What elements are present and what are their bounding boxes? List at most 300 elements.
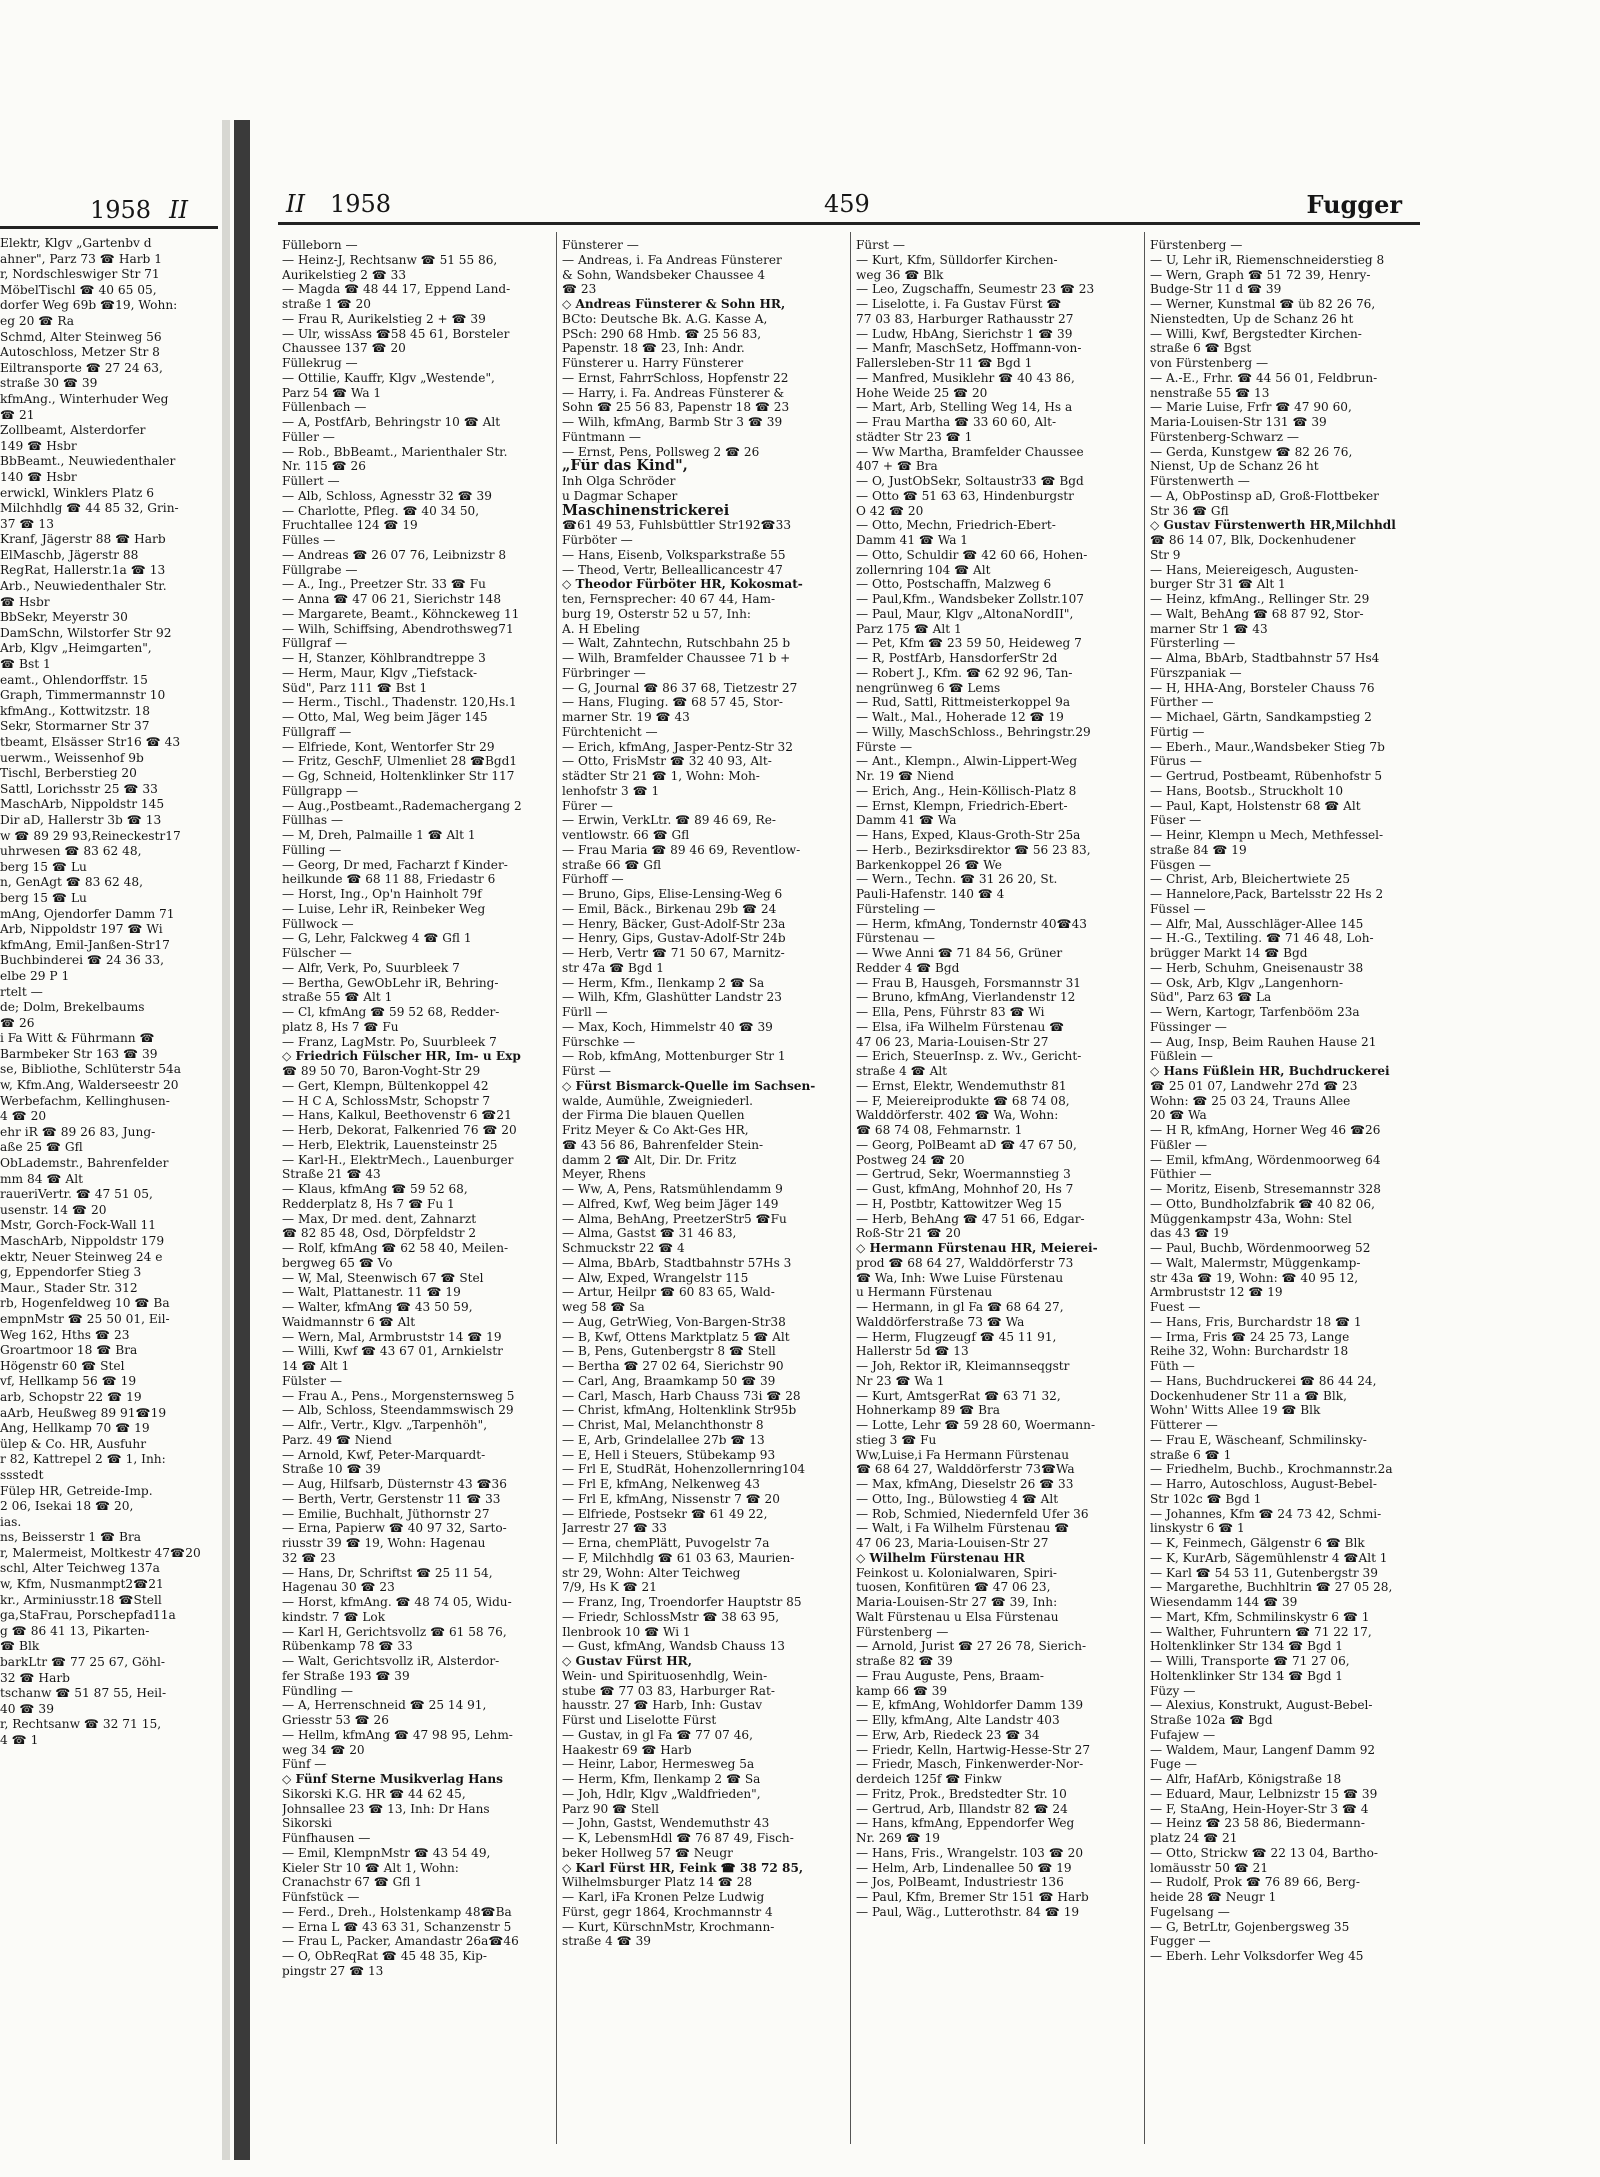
directory-line: weg 34 ☎ 20 [282,1742,365,1757]
directory-line: walde, Aumühle, Zweigniederl. [562,1093,754,1108]
directory-line: — Herm, kfmAng, Tondernstr 40☎43 [856,916,1088,931]
directory-line: — Harry, i. Fa. Andreas Fünsterer & [562,385,785,400]
directory-line: — Otto, Mal, Weg beim Jäger 145 [282,710,488,724]
directory-line: — M, Dreh, Palmaille 1 ☎ Alt 1 [282,828,476,842]
directory-line: — Christ, Arb, Bleichertwiete 25 [1150,872,1351,887]
directory-line: — Walt, i Fa Wilhelm Fürstenau ☎ [856,1521,1070,1536]
left-page-line: 4 ☎ 1 [0,1733,39,1747]
directory-line: Inh Olga Schröder [562,474,676,488]
directory-line: — Frl E, StudRät, Hohenzollernring104 [562,1462,806,1477]
directory-line: — Gertrud, Postbeamt, Rübenhofstr 5 [1150,769,1383,783]
left-page-line: kfmAng., Winterhuder Weg [0,391,169,406]
directory-line: Ilenbrook 10 ☎ Wi 1 [562,1624,691,1639]
directory-line: straße 82 ☎ 39 [856,1654,953,1668]
directory-line: — Carl, Ang, Braamkamp 50 ☎ 39 [562,1373,776,1388]
directory-line: ☎ 82 85 48, Osd, Dörpfeldstr 2 [282,1226,477,1241]
directory-line: — B, Pens, Gutenbergstr 8 ☎ Stell [562,1344,776,1359]
directory-line: — Willy, MaschSchloss., Behringstr.29 [856,724,1091,739]
directory-line: — Aug, Hilfsarb, Düsternstr 43 ☎36 [282,1477,507,1491]
directory-line: — Alma, Gastst ☎ 31 46 83, [562,1226,737,1241]
left-page-line: kfmAng, Emil-Janßen-Str17 [0,937,170,952]
left-page-line: usenstr. 14 ☎ 20 [0,1202,107,1217]
directory-line: u Hermann Fürstenau [856,1285,993,1300]
directory-line: Walddörferstraße 73 ☎ Wa [856,1314,1025,1329]
directory-line: Str 9 [1150,547,1181,562]
left-page-line: BbSekr, Meyerstr 30 [0,610,128,625]
left-page-line: 149 ☎ Hsbr [0,438,77,453]
directory-line: — Elfriede, Kont, Wentorfer Str 29 [282,739,495,754]
directory-line: — Johannes, Kfm ☎ 24 73 42, Schmi- [1150,1506,1382,1521]
directory-line: — Horst, kfmAng. ☎ 48 74 05, Widu- [282,1595,512,1609]
directory-line: — Herm, Maur, Klgv „Tiefstack- [282,665,478,680]
directory-line: städter Str 21 ☎ 1, Wohn: Moh- [562,769,760,783]
directory-line: — Hans, Dr, Schriftst ☎ 25 11 54, [282,1565,493,1580]
directory-line: — G, BetrLtr, Gojenbergsweg 35 [1150,1919,1350,1934]
directory-line: Fuge — [1150,1757,1198,1772]
directory-line: bergweg 65 ☎ Vo [282,1255,393,1270]
directory-line: — H R, kfmAng, Horner Weg 46 ☎26 [1150,1123,1381,1137]
directory-line: — Gerda, Kunstgew ☎ 82 26 76, [1150,444,1353,459]
directory-line: — Heinz-J, Rechtsanw ☎ 51 55 86, [282,252,498,267]
directory-line: — A., Ing., Preetzer Str. 33 ☎ Fu [282,577,486,592]
directory-line: — Rob, kfmAng, Mottenburger Str 1 [562,1049,786,1064]
directory-line: Dockenhudener Str 11 a ☎ Blk, [1150,1388,1347,1403]
directory-line: — Charlotte, Pfleg. ☎ 40 34 50, [282,503,480,518]
directory-line: Schmuckstr 22 ☎ 4 [562,1241,685,1255]
directory-line: Rübenkamp 78 ☎ 33 [282,1639,413,1654]
left-page-volume: II [169,196,189,224]
directory-line: Fürst, gegr 1864, Krochmannstr 4 [562,1904,773,1919]
directory-line: Wohn' Witts Allee 19 ☎ Blk [1150,1403,1321,1418]
directory-line: straße 6 ☎ Bgst [1150,341,1252,356]
directory-line: — Alfr, HafArb, Königstraße 18 [1150,1772,1342,1786]
directory-line: — Rob., BbBeamt., Marienthaler Str. [282,444,508,459]
directory-line: Füssinger — [1150,1019,1227,1034]
directory-line: — Alfr, Verk, Po, Suurbleek 7 [282,960,460,975]
directory-line: — Emil, Bäck., Birkenau 29b ☎ 24 [562,901,777,916]
directory-line: zollernring 104 ☎ Alt [856,562,991,577]
left-page-line: 2 06, Isekai 18 ☎ 20, [0,1499,134,1514]
directory-line: — K, KurArb, Sägemühlenstr 4 ☎Alt 1 [1150,1550,1388,1565]
left-page-line: eg 20 ☎ Ra [0,313,75,328]
directory-line: straße 4 ☎ Alt [856,1064,948,1078]
left-page-line: de; Dolm, Brekelbaums [0,1000,145,1015]
directory-line: Fürll — [562,1005,608,1019]
directory-line: Johnsallee 23 ☎ 13, Inh: Dr Hans [282,1801,490,1816]
directory-line: kindstr. 7 ☎ Lok [282,1609,386,1624]
directory-line: Straße 10 ☎ 39 [282,1462,381,1477]
directory-line: — Hans, Exped, Klaus-Groth-Str 25a [856,828,1081,842]
left-page-line: g, Eppendorfer Stieg 3 [0,1265,142,1280]
left-page-line: Werbefachm, Kellinghusen- [0,1093,170,1108]
directory-line: — Hans, Meiereigesch, Augusten- [1150,562,1359,577]
left-page-line: mAng, Ojendorfer Damm 71 [0,906,175,921]
directory-line: Fürbringer — [562,665,646,680]
directory-line: — Wern, Kartogr, Tarfenbööm 23a [1150,1005,1360,1019]
directory-line: — Karl H, Gerichtsvollz ☎ 61 58 76, [282,1624,507,1639]
left-page-line: 140 ☎ Hsbr [0,469,77,484]
directory-line: — Walt, BehAng ☎ 68 87 92, Stor- [1150,606,1364,621]
directory-line: 7/9, Hs K ☎ 21 [562,1580,657,1595]
directory-line: str 29, Wohn: Alter Teichweg [562,1565,741,1580]
directory-line: — Helm, Arb, Lindenallee 50 ☎ 19 [856,1860,1072,1875]
left-page-line: MaschArb, Nippoldstr 179 [0,1234,165,1248]
directory-line: ◇ Hans Füßlein HR, Buchdruckerei [1150,1064,1390,1078]
directory-line: Griesstr 53 ☎ 26 [282,1713,389,1727]
left-page-line: empnMstr ☎ 25 50 01, Eil- [0,1311,170,1326]
left-page-line: rb, Hogenfeldweg 10 ☎ Ba [0,1296,170,1311]
directory-line: — Gertrud, Sekr, Woermannstieg 3 [856,1167,1071,1182]
directory-line: — Herb, Dekorat, Falkenried 76 ☎ 20 [282,1123,517,1137]
directory-line: — Gust, kfmAng, Wandsb Chauss 13 [562,1639,785,1654]
directory-line: Chaussee 137 ☎ 20 [282,341,406,356]
left-page-line: r, Malermeist, Moltkestr 47☎20 [0,1545,201,1560]
directory-line: Hallerstr 5d ☎ 13 [856,1344,969,1359]
left-page-line: n, GenAgt ☎ 83 62 48, [0,875,143,890]
directory-line: Hagenau 30 ☎ 23 [282,1580,395,1595]
directory-line: Fülscher — [282,946,352,960]
directory-line: Fünsterer u. Harry Fünsterer [562,356,744,370]
left-page-line: MaschArb, Nippoldstr 145 [0,797,165,812]
directory-line: ◇ Karl Fürst HR, Feink ☎ 38 72 85, [562,1860,804,1875]
directory-line: Walt Fürstenau u Elsa Fürstenau [856,1609,1059,1624]
directory-line: — Eduard, Maur, Lelbnizstr 15 ☎ 39 [1150,1786,1378,1801]
directory-line: Fünf — [282,1757,327,1772]
directory-line: 407 + ☎ Bra [856,459,938,474]
directory-line: — Mart, Kfm, Schmilinskystr 6 ☎ 1 [1150,1609,1370,1624]
directory-line: Fürstenberg — [856,1624,949,1639]
directory-line: — Willi, Kwf ☎ 43 67 01, Arnkielstr [282,1344,503,1359]
directory-line: — F, Milchhdlg ☎ 61 03 63, Maurien- [562,1550,795,1565]
directory-line: — Alb, Schloss, Agnesstr 32 ☎ 39 [282,488,492,503]
directory-line: — Margarete, Beamt., Köhnckeweg 11 [282,606,520,621]
directory-line: — Karl ☎ 54 53 11, Gutenbergstr 39 [1150,1565,1378,1580]
directory-line: — Karl, iFa Kronen Pelze Ludwig [562,1890,765,1904]
directory-line: ☎ 89 50 70, Baron-Voght-Str 29 [282,1064,481,1078]
directory-line: — Otto, Bundholzfabrik ☎ 40 82 06, [1150,1196,1375,1211]
directory-line: — Irma, Fris ☎ 24 25 73, Lange [1150,1329,1350,1344]
left-page-line: r 82, Kattrepel 2 ☎ 1, Inh: [0,1452,166,1467]
directory-line: Füllgraff — [282,724,352,739]
directory-line: — H.-G., Textiling. ☎ 71 46 48, Loh- [1150,931,1374,946]
directory-line: — Joh, Rektor iR, Kleimannseqgstr [856,1359,1070,1373]
directory-line: ◇ Gustav Fürst HR, [562,1654,692,1668]
directory-line: — Gertrud, Arb, Illandstr 82 ☎ 24 [856,1801,1068,1816]
directory-line: Parz 90 ☎ Stell [562,1801,659,1816]
directory-line: marner Str 1 ☎ 43 [1150,621,1268,636]
directory-line: — Alma, BehAng, PreetzerStr5 ☎Fu [562,1211,787,1226]
directory-line: — Paul, Maur, Klgv „AltonaNordII", [856,606,1074,621]
directory-line: 14 ☎ Alt 1 [282,1359,350,1373]
directory-line: — Moritz, Eisenb, Stresemannstr 328 [1150,1182,1381,1196]
left-page-line: DamSchn, Wilstorfer Str 92 [0,625,172,640]
left-page-line: ülep & Co. HR, Ausfuhr [0,1436,147,1451]
directory-line: Straße 21 ☎ 43 [282,1167,381,1182]
left-page-line: ns, Beisserstr 1 ☎ Bra [0,1530,142,1545]
directory-line: Papenstr. 18 ☎ 23, Inh: Andr. [562,341,745,356]
directory-line: — Christ, Mal, Melanchthonstr 8 [562,1418,764,1432]
directory-line: ◇ Fünf Sterne Musikverlag Hans [282,1772,503,1786]
directory-line: ◇ Gustav Fürstenwerth HR,Milchhdl [1150,518,1396,533]
directory-line: Wein- und Spirituosenhdlg, Wein- [562,1668,768,1683]
directory-line: hausstr. 27 ☎ Harb, Inh: Gustav [562,1698,763,1713]
left-page-line: Högenstr 60 ☎ Stel [0,1358,125,1373]
directory-line: tuosen, Konfitüren ☎ 47 06 23, [856,1580,1051,1595]
directory-line: — Alma, BbArb, Stadtbahnstr 57 Hs4 [1150,651,1380,665]
directory-line: Füßlein — [1150,1049,1213,1064]
directory-line: — Erwin, VerkLtr. ☎ 89 46 69, Re- [562,813,776,828]
left-page-line: ☎ Bst 1 [0,657,51,672]
directory-line: — Cl, kfmAng ☎ 59 52 68, Redder- [282,1005,500,1019]
directory-line: — Elly, kfmAng, Alte Landstr 403 [856,1713,1060,1727]
directory-line: Fürst und Liselotte Fürst [562,1713,717,1727]
directory-line: 47 06 23, Maria-Louisen-Str 27 [856,1536,1049,1550]
directory-line: Fritz Meyer & Co Akt-Ges HR, [562,1123,749,1137]
directory-line: — Walt, Gerichtsvollz iR, Alsterdor- [282,1654,500,1668]
directory-line: — Wern., Techn. ☎ 31 26 20, St. [856,872,1058,887]
directory-line: — Herb, Elektrik, Lauensteinstr 25 [282,1137,498,1152]
directory-line: Füllwock — [282,916,354,931]
left-page-line: ElMaschb, Jägerstr 88 [0,547,139,562]
directory-line: — Luise, Lehr iR, Reinbeker Weg [282,901,486,916]
directory-line: — Ernst, Klempn, Friedrich-Ebert- [856,798,1068,813]
directory-line: ☎61 49 53, Fuhlsbüttler Str192☎33 [562,518,792,533]
directory-line: — Pet, Kfm ☎ 23 59 50, Heideweg 7 [856,636,1082,651]
directory-line: Fürtig — [1150,724,1205,739]
left-page-line: r, Nordschleswiger Str 71 [0,267,160,282]
left-page-line: erwickl, Winklers Platz 6 [0,485,155,500]
directory-line: platz 8, Hs 7 ☎ Fu [282,1019,399,1034]
left-page-line: Groartmoor 18 ☎ Bra [0,1343,138,1358]
directory-line: Müggenkampstr 43a, Wohn: Stel [1150,1211,1352,1226]
directory-line: Straße 102a ☎ Bgd [1150,1713,1273,1727]
left-page-line: se, Bibliothe, Schlüterstr 54a [0,1062,182,1077]
directory-line: Holtenklinker Str 134 ☎ Bgd 1 [1150,1639,1343,1654]
directory-line: fer Straße 193 ☎ 39 [282,1668,410,1683]
directory-line: — Rob, Schmied, Niedernfeld Ufer 36 [856,1506,1089,1521]
left-page-line: aArb, Heußweg 89 91☎19 [0,1405,167,1420]
directory-line: — John, Gastst, Wendemuthstr 43 [562,1816,770,1831]
directory-line: Fülleborn — [282,238,358,252]
directory-line: straße 84 ☎ 19 [1150,842,1247,857]
directory-line: Cranachstr 67 ☎ Gfl 1 [282,1875,422,1890]
directory-line: — Klaus, kfmAng ☎ 59 52 68, [282,1182,468,1196]
directory-line: — Alexius, Konstrukt, August-Bebel- [1150,1698,1373,1713]
directory-line: Budge-Str 11 d ☎ 39 [1150,282,1282,297]
directory-line: — Paul, Kapt, Holstenstr 68 ☎ Alt [1150,798,1361,813]
directory-line: PSch: 290 68 Hmb. ☎ 25 56 83, [562,326,762,341]
directory-line: Sohn ☎ 25 56 83, Papenstr 18 ☎ 23 [562,400,790,415]
left-page-line: Ang, Hellkamp 70 ☎ 19 [0,1421,150,1436]
left-page-line: Eiltransporte ☎ 27 24 63, [0,360,163,375]
catchword: Fugger [1306,190,1402,219]
directory-line: — Gustav, in gl Fa ☎ 77 07 46, [562,1727,753,1742]
directory-line: — Erich, kfmAng, Jasper-Pentz-Str 32 [562,739,793,754]
left-page-line: Elektr, Klgv „Gartenbv d [0,236,152,250]
directory-line: — Wern, Graph ☎ 51 72 39, Henry- [1150,267,1371,282]
directory-line: — Bruno, kfmAng, Vierlandenstr 12 [856,990,1076,1005]
directory-line: — Henry, Bäcker, Gust-Adolf-Str 23a [562,916,786,931]
directory-line: — Max, kfmAng, Dieselstr 26 ☎ 33 [856,1477,1074,1491]
directory-line: — Mart, Arb, Stelling Weg 14, Hs a [856,400,1073,415]
directory-line: — Erw, Arb, Riedeck 23 ☎ 34 [856,1727,1040,1742]
left-page-line: Schmd, Alter Steinweg 56 [0,329,162,344]
directory-line: — F, StaAng, Hein-Hoyer-Str 3 ☎ 4 [1150,1801,1369,1816]
directory-line: Fürstenberg-Schwarz — [1150,429,1299,444]
directory-column-4 [1150,238,1412,1964]
directory-line: burg 19, Osterstr 52 u 57, Inh: [562,606,751,621]
directory-line: — Frau Auguste, Pens, Braam- [856,1668,1044,1683]
directory-line: — Hermann, in gl Fa ☎ 68 64 27, [856,1300,1064,1314]
directory-line: Wilhelmsburger Platz 14 ☎ 28 [562,1875,753,1890]
directory-line: ☎ Wa, Inh: Wwe Luise Fürstenau [856,1270,1064,1285]
directory-line: — Herm., Tischl., Thadenstr. 120,Hs.1 [282,695,517,710]
directory-line: ten, Fernsprecher: 40 67 44, Ham- [562,592,776,606]
directory-line: — Andreas, i. Fa Andreas Fünsterer [562,252,782,267]
directory-line: — Willi, Kwf, Bergstedter Kirchen- [1150,326,1362,341]
directory-line: — Bertha ☎ 27 02 64, Sierichstr 90 [562,1359,784,1373]
directory-line: platz 24 ☎ 21 [1150,1831,1238,1845]
directory-line: — Walter, kfmAng ☎ 43 50 59, [282,1300,473,1314]
left-page-line: Arb., Neuwiedenthaler Str. [0,579,167,594]
directory-line: Parz. 49 ☎ Niend [282,1432,392,1447]
directory-line: — E, kfmAng, Wohldorfer Damm 139 [856,1698,1084,1713]
directory-line: — O, ObReqRat ☎ 45 48 35, Kip- [282,1949,487,1963]
directory-line: ☎ 23 [562,282,597,297]
year-label: 1958 [330,190,392,218]
directory-line: Nienst, Up de Schanz 26 ht [1150,459,1319,474]
directory-line: — Walt., Mal., Hoherade 12 ☎ 19 [856,710,1064,724]
left-page-line: Kranf, Jägerstr 88 ☎ Harb [0,532,166,547]
directory-line: — Ernst, FahrrSchloss, Hopfenstr 22 [562,370,789,385]
directory-line: Fürste — [856,739,913,754]
directory-line: — Heinz ☎ 23 58 86, Biedermann- [1150,1816,1365,1831]
directory-line: — Werner, Kunstmal ☎ üb 82 26 76, [1150,297,1376,311]
directory-line: — U, Lehr iR, Riemenschneiderstieg 8 [1150,252,1385,267]
directory-line: der Firma Die blauen Quellen [562,1108,745,1123]
directory-line: — Walther, Fuhruntern ☎ 71 22 17, [1150,1624,1372,1639]
directory-line: — Willi, Transporte ☎ 71 27 06, [1150,1654,1350,1668]
directory-line: ◇ Theodor Fürböter HR, Kokosmat- [562,577,803,592]
directory-line: — Hans, Bootsb., Struckholt 10 [1150,783,1344,798]
left-page-line: Zollbeamt, Alsterdorfer [0,423,146,438]
directory-line: — Georg, PolBeamt aD ☎ 47 67 50, [856,1137,1077,1152]
directory-line: — Max, Dr med. dent, Zahnarzt [282,1211,477,1226]
directory-line: Walddörferstr. 402 ☎ Wa, Wohn: [856,1108,1059,1123]
directory-line: — H C A, SchlossMstr, Schopstr 7 [282,1093,491,1108]
left-page-line: r, Rechtsanw ☎ 32 71 15, [0,1717,162,1732]
directory-line: — A, PostfArb, Behringstr 10 ☎ Alt [282,415,501,429]
column-divider [556,232,557,2144]
directory-line: — B, Kwf, Ottens Marktplatz 5 ☎ Alt [562,1329,790,1344]
directory-line: — Wwe Anni ☎ 71 84 56, Grüner [856,946,1063,960]
directory-line: Nr. 115 ☎ 26 [282,459,366,474]
left-page-line: Buchbinderei ☎ 24 36 33, [0,953,165,968]
directory-line: Fürstenau — [856,931,935,946]
directory-line: — Frau E, Wäscheanf, Schmilinsky- [1150,1432,1367,1447]
left-page-line: Autoschloss, Metzer Str 8 [0,345,160,360]
directory-line: linskystr 6 ☎ 1 [1150,1521,1245,1536]
directory-line: damm 2 ☎ Alt, Dir. Dr. Fritz [562,1152,737,1167]
directory-line: Fürsterling — [1150,636,1236,651]
directory-line: ☎ 25 01 07, Landwehr 27d ☎ 23 [1150,1078,1358,1093]
directory-line: — Anna ☎ 47 06 21, Sierichstr 148 [282,592,502,606]
left-page-line: Arb, Klgv „Heimgarten", [0,641,152,656]
directory-line: — W, Mal, Steenwisch 67 ☎ Stel [282,1270,484,1285]
directory-line: straße 1 ☎ 20 [282,297,371,311]
directory-line: — Hans, Fluging. ☎ 68 57 45, Stor- [562,695,784,710]
left-page-line: berg 15 ☎ Lu [0,859,87,874]
directory-line: Jarrestr 27 ☎ 33 [562,1521,667,1536]
directory-line: Parz 54 ☎ Wa 1 [282,385,382,400]
directory-line: — F, Meiereiprodukte ☎ 68 74 08, [856,1093,1070,1108]
directory-line: Fuest — [1150,1300,1201,1314]
directory-line: brügger Markt 14 ☎ Bgd [1150,946,1308,960]
directory-line: Fufajew — [1150,1727,1216,1742]
directory-line: — Frl E, kfmAng, Nelkenweg 43 [562,1477,760,1491]
directory-line: — R, PostfArb, HansdorferStr 2d [856,651,1058,665]
directory-line: — Erich, Ang., Hein-Köllisch-Platz 8 [856,783,1077,798]
directory-line: Füllgrapp — [282,783,359,798]
directory-line: BCto: Deutsche Bk. A.G. Kasse A, [562,311,768,326]
directory-line: — Alfr., Vertr., Klgv. „Tarpenhöh", [282,1418,488,1432]
directory-line: str 47a ☎ Bgd 1 [562,960,664,975]
directory-line: Fallersleben-Str 11 ☎ Bgd 1 [856,356,1033,370]
directory-line: lomäusstr 50 ☎ 21 [1150,1860,1269,1875]
directory-line: — Heinz, kfmAng., Rellinger Str. 29 [1150,592,1370,606]
left-page-line: 40 ☎ 39 [0,1701,54,1716]
directory-line: — Hellm, kfmAng ☎ 47 98 95, Lehm- [282,1727,513,1742]
directory-line: ◇ Andreas Fünsterer & Sohn HR, [562,297,786,311]
left-page-line: Fülep HR, Getreide-Imp. [0,1483,153,1498]
directory-line: — Wilh, Schiffsing, Abendrothsweg71 [282,621,514,636]
directory-line: nenstraße 55 ☎ 13 [1150,385,1270,400]
directory-line: — K, LebensmHdl ☎ 76 87 49, Fisch- [562,1831,794,1845]
directory-line: — Paul, Kfm, Bremer Str 151 ☎ Harb [856,1890,1089,1904]
left-page-line: barkLtr ☎ 77 25 67, Göhl- [0,1655,165,1670]
directory-line: — Friedr, Masch, Finkenwerder-Nor- [856,1757,1084,1772]
directory-line: Pauli-Hafenstr. 140 ☎ 4 [856,887,1005,901]
left-page-line: w ☎ 89 29 93,Reineckestr17 [0,828,181,843]
column-divider [850,232,851,2144]
directory-line: Fünfhausen — [282,1831,371,1845]
directory-line: — Manfred, Musiklehr ☎ 40 43 86, [856,370,1075,385]
column-divider [1144,232,1145,2144]
directory-line: — G, Lehr, Falckweg 4 ☎ Gfl 1 [282,931,472,946]
directory-line: Fündling — [282,1683,353,1698]
directory-line: Füllekrug — [282,356,358,370]
directory-line: Postweg 24 ☎ 20 [856,1152,965,1167]
directory-line: — Ernst, Pens, Pollsweg 2 ☎ 26 [562,444,760,459]
directory-line: von Fürstenberg — [1150,356,1269,370]
directory-line: Fürböter — [562,533,633,547]
directory-line: — Erich, SteuerInsp. z. Wv., Gericht- [856,1049,1082,1064]
directory-line: Fugelsang — [1150,1904,1230,1919]
directory-line: Füllhas — [282,813,344,828]
directory-line: Maria-Louisen-Str 131 ☎ 39 [1150,415,1327,429]
directory-line: ◇ Hermann Fürstenau HR, Meierei- [856,1241,1098,1255]
directory-line: Redderplatz 8, Hs 7 ☎ Fu 1 [282,1196,455,1211]
directory-line: — Heinr, Klempn u Mech, Methfessel- [1150,828,1384,842]
directory-line: Fürszpaniak — [1150,665,1242,680]
directory-line: str 43a ☎ 19, Wohn: ☎ 40 95 12, [1150,1270,1359,1285]
directory-line: — Frau L, Packer, Amandastr 26a☎46 [282,1934,519,1949]
left-page-line: ☎ 26 [0,1015,35,1030]
directory-line: — Alw, Exped, Wrangelstr 115 [562,1270,749,1285]
left-page-column [0,236,222,1749]
left-page-line: rtelt — [0,984,43,999]
directory-line: — Franz, LagMstr. Po, Suurbleek 7 [282,1034,497,1049]
